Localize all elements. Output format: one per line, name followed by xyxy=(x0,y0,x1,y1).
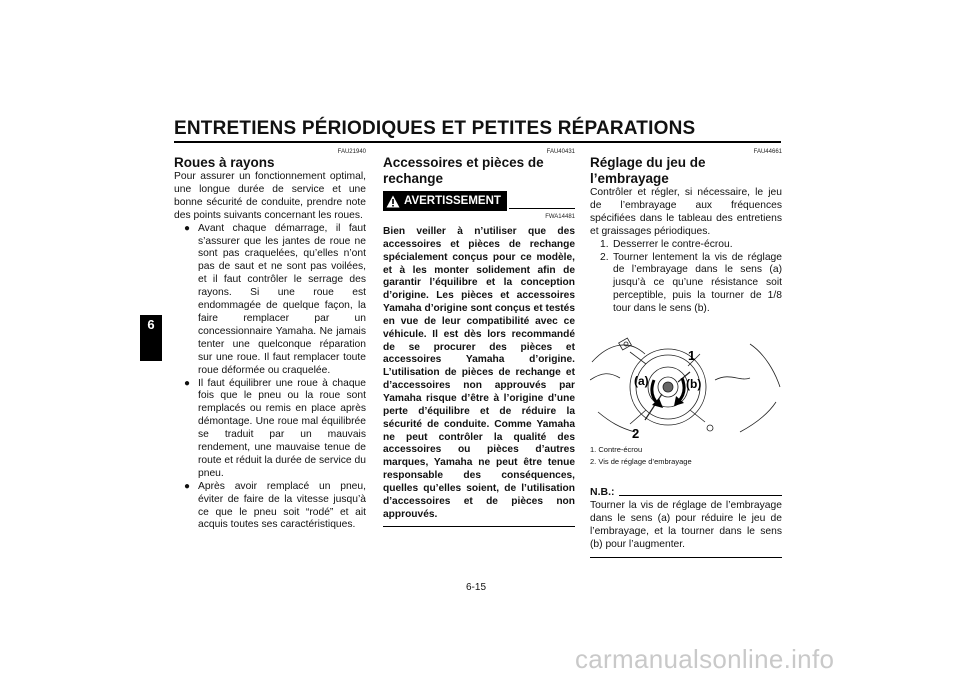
page-title: ENTRETIENS PÉRIODIQUES ET PETITES RÉPARATIONS xyxy=(174,118,696,139)
bullet-icon: ● xyxy=(184,222,191,234)
note-rule xyxy=(619,495,783,496)
caption-number: 1. xyxy=(590,445,597,455)
warning-rule xyxy=(509,208,575,209)
step-text: Desserrer le contre-écrou. xyxy=(613,238,733,250)
figure-label-2: 2 xyxy=(632,426,640,442)
bullet-item xyxy=(184,378,366,481)
warning-end-rule xyxy=(383,526,575,527)
page-number: 6-15 xyxy=(466,582,487,593)
figure-label-a: (a) xyxy=(634,374,649,389)
step-item xyxy=(600,252,782,317)
section-code: FAU44661 xyxy=(753,149,782,155)
intro-paragraph: Contrôler et régler, si nécessaire, le jeu de l’embrayage aux fréquences spécifiées dans le tableau des entretiens et graissages périodiques. xyxy=(590,187,782,237)
step-text: Tourner lentement la vis de réglage de l’embrayage dans le sens (a) jusqu’à ce qu’une résistance soit perceptible, puis la tourner de 1/8 tour dans le sens (b). xyxy=(613,251,782,315)
section-heading: Accessoires et pièces de rechange xyxy=(383,155,544,186)
caption-item xyxy=(590,456,782,468)
bullet-item xyxy=(184,481,366,533)
section-heading: Réglage du jeu de l’embrayage xyxy=(590,155,706,186)
warning-badge xyxy=(383,191,507,211)
bullet-icon: ● xyxy=(184,480,191,492)
note-end-rule xyxy=(590,557,782,558)
title-rule xyxy=(174,141,781,143)
figure-label-b: (b) xyxy=(686,377,702,392)
intro-paragraph: Pour assurer un fonctionnement optimal, une longue durée de service et une bonne sécurité de conduite, prendre note des points suivants concernant les roues. xyxy=(174,171,366,221)
bullet-item xyxy=(184,223,366,378)
column-clutch xyxy=(590,149,782,558)
bullet-text: Avant chaque démarrage, il faut s’assurer que les jantes de roue ne sont pas craquelées, qu’elles n’ont pas de saut et ne sont pas voilées, et il faut contrôler le serrage des rayons. Si une roue est endommagée de quelque façon, la faire remplacer par un concessionnaire Yamaha. Ne jamais tenter une quelconque réparation sur une roue. Il faut remplacer toute roue déformée ou craquelée. xyxy=(198,222,366,376)
warning-icon xyxy=(386,195,400,208)
watermark: carmanualsonline.info xyxy=(575,644,835,674)
warning-header xyxy=(383,191,575,211)
bullet-text: Il faut équilibrer une roue à chaque fois que le pneu ou la roue sont remplacés ou remis en place après démontage. Une roue mal équilibrée se traduit par un mauvais rendement, une mauvaise tenue de route et réduit la durée de service du pneu. xyxy=(198,377,366,479)
section-heading: Roues à rayons xyxy=(174,155,275,170)
warning-label: AVERTISSEMENT xyxy=(404,195,501,207)
note-label: N.B.: xyxy=(590,486,615,499)
bullet-icon: ● xyxy=(184,377,191,389)
section-body xyxy=(590,187,782,316)
column-accessories xyxy=(383,149,575,527)
note-header xyxy=(590,486,782,498)
section-body xyxy=(174,171,366,532)
step-number: 2. xyxy=(600,251,609,263)
caption-text: Contre-écrou xyxy=(598,445,643,455)
warning-code: FWA14481 xyxy=(545,214,575,220)
caption-number: 2. xyxy=(590,457,597,467)
section-code: FAU21940 xyxy=(337,149,366,155)
caption-item xyxy=(590,444,782,456)
bullet-text: Après avoir remplacé un pneu, éviter de faire de la vitesse jusqu’à ce que le pneu soit “rodé” et ait acquis toutes ses caractéristiques. xyxy=(198,480,366,531)
clutch-figure xyxy=(590,332,782,442)
caption-text: Vis de réglage d’embrayage xyxy=(598,457,692,467)
section-code: FAU40431 xyxy=(546,149,575,155)
column-wheels xyxy=(174,149,366,532)
figure-label-1: 1 xyxy=(688,348,696,364)
step-number: 1. xyxy=(600,238,609,250)
figure-captions xyxy=(590,444,782,468)
note-text: Tourner la vis de réglage de l’embrayage dans le sens (a) pour réduire le jeu de l’embrayage, et la tourner dans le sens (b) pour l’augmenter. xyxy=(590,500,782,550)
chapter-tab: 6 xyxy=(140,315,162,361)
step-item xyxy=(600,239,782,252)
warning-text: Bien veiller à n’utiliser que des accessoires et pièces de rechange spécialement conçus pour ce modèle, et à les monter solidement afin de garantir l’équilibre et la conception d’origine. Les pièces et accessoires Yamaha d’origine sont conçus et testés en vue de leur compatibilité avec ce véhicule. Il est dès lors recommandé de se procurer des pièces et accessoires Yamaha d’origine. L’utilisation de pièces de rechange et d’accessoires non approuvés par Yamaha risque d’être à l’origine d’une perte d’équilibre et de réduire la sécurité de conduite. Comme Yamaha ne peut contrôler la qualité des accessoires ou pièces d’autres marques, Yamaha ne peut être tenue responsable des conséquences, quelles qu’elles soient, de l’utilisation d’accessoires et de pièces non approuvés. xyxy=(383,226,575,520)
